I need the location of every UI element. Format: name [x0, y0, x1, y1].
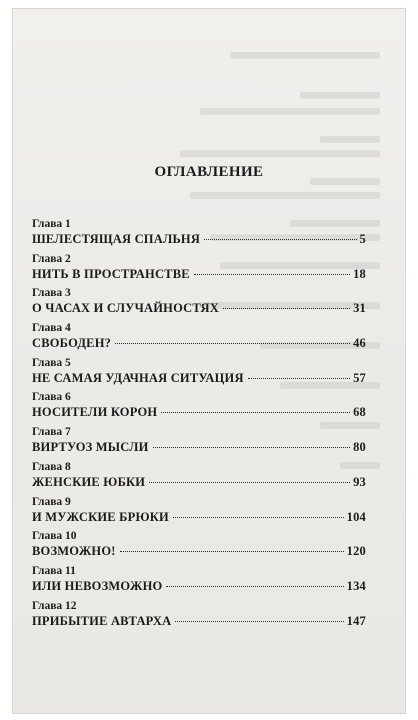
toc-entry-row — [32, 578, 366, 595]
page-number: 134 — [346, 578, 366, 593]
page-number: 18 — [353, 266, 366, 281]
page-number: 93 — [353, 474, 366, 489]
toc-entry — [32, 426, 366, 461]
chapter-label: Глава 8 — [32, 460, 71, 473]
page-number: 147 — [346, 613, 366, 628]
chapter-title: СВОБОДЕН? — [32, 336, 112, 351]
chapter-title: ЖЕНСКИЕ ЮБКИ — [32, 474, 146, 489]
toc-entry — [32, 565, 366, 600]
dot-leader — [204, 239, 356, 240]
chapter-title: НЕ САМАЯ УДАЧНАЯ СИТУАЦИЯ — [32, 370, 244, 385]
toc-entry — [32, 322, 366, 357]
dot-leader — [161, 412, 350, 413]
chapter-title: И МУЖСКИЕ БРЮКИ — [32, 509, 169, 524]
chapter-label: Глава 3 — [32, 287, 71, 300]
dot-leader — [166, 586, 343, 587]
dot-leader — [153, 447, 350, 448]
chapter-label: Глава 2 — [32, 252, 71, 265]
toc-title: ОГЛАВЛЕНИЕ — [154, 164, 264, 180]
chapter-title: ВОЗМОЖНО! — [32, 544, 116, 559]
toc-entry-row — [32, 439, 366, 456]
dot-leader — [115, 343, 350, 344]
chapter-title: ИЛИ НЕВОЗМОЖНО — [32, 578, 163, 593]
chapter-label: Глава 4 — [32, 322, 71, 335]
toc-entry-row — [32, 335, 366, 352]
table-of-contents — [32, 218, 366, 634]
page-number: 80 — [353, 440, 366, 455]
page-number: 120 — [346, 544, 366, 559]
dot-leader — [173, 517, 344, 518]
toc-entry — [32, 391, 366, 426]
page-number: 31 — [353, 301, 366, 316]
toc-entry-row — [32, 370, 366, 387]
toc-entry-row — [32, 404, 366, 421]
chapter-label: Глава 11 — [32, 564, 76, 577]
dot-leader — [194, 274, 350, 275]
toc-entry-row — [32, 613, 366, 630]
chapter-title: ВИРТУОЗ МЫСЛИ — [32, 440, 149, 455]
dot-leader — [223, 308, 350, 309]
chapter-label: Глава 6 — [32, 391, 71, 404]
page-number: 5 — [359, 232, 366, 246]
toc-entry — [32, 461, 366, 496]
toc-entry-row — [32, 509, 366, 526]
toc-entry — [32, 253, 366, 288]
chapter-label: Глава 7 — [32, 426, 71, 439]
book-page — [12, 8, 406, 714]
chapter-label: Глава 9 — [32, 495, 71, 508]
chapter-label: Глава 1 — [32, 218, 71, 230]
toc-entry — [32, 600, 366, 635]
chapter-title: О ЧАСАХ И СЛУЧАЙНОСТЯХ — [32, 301, 219, 316]
page-number: 46 — [353, 336, 366, 351]
chapter-title: НОСИТЕЛИ КОРОН — [32, 405, 158, 420]
toc-entry-row — [32, 231, 366, 248]
toc-entry-row — [32, 474, 366, 491]
toc-entry-row — [32, 266, 366, 283]
chapter-label: Глава 5 — [32, 356, 71, 369]
dot-leader — [248, 378, 350, 379]
chapter-label: Глава 12 — [32, 599, 77, 612]
chapter-label: Глава 10 — [32, 530, 77, 543]
toc-entry — [32, 357, 366, 392]
page-number: 68 — [353, 405, 366, 420]
toc-entry-row — [32, 300, 366, 317]
dot-leader — [120, 551, 344, 552]
toc-entry-row — [32, 543, 366, 560]
chapter-title: ПРИБЫТИЕ АВТАРХА — [32, 613, 172, 628]
chapter-title: НИТЬ В ПРОСТРАНСТВЕ — [32, 266, 190, 281]
dot-leader — [149, 482, 350, 483]
page-number: 57 — [353, 370, 366, 385]
toc-entry — [32, 287, 366, 322]
chapter-title: ШЕЛЕСТЯЩАЯ СПАЛЬНЯ — [32, 232, 201, 246]
toc-entry — [32, 218, 366, 253]
toc-entry — [32, 496, 366, 531]
page-number: 104 — [346, 509, 366, 524]
dot-leader — [175, 621, 343, 622]
toc-entry — [32, 530, 366, 565]
